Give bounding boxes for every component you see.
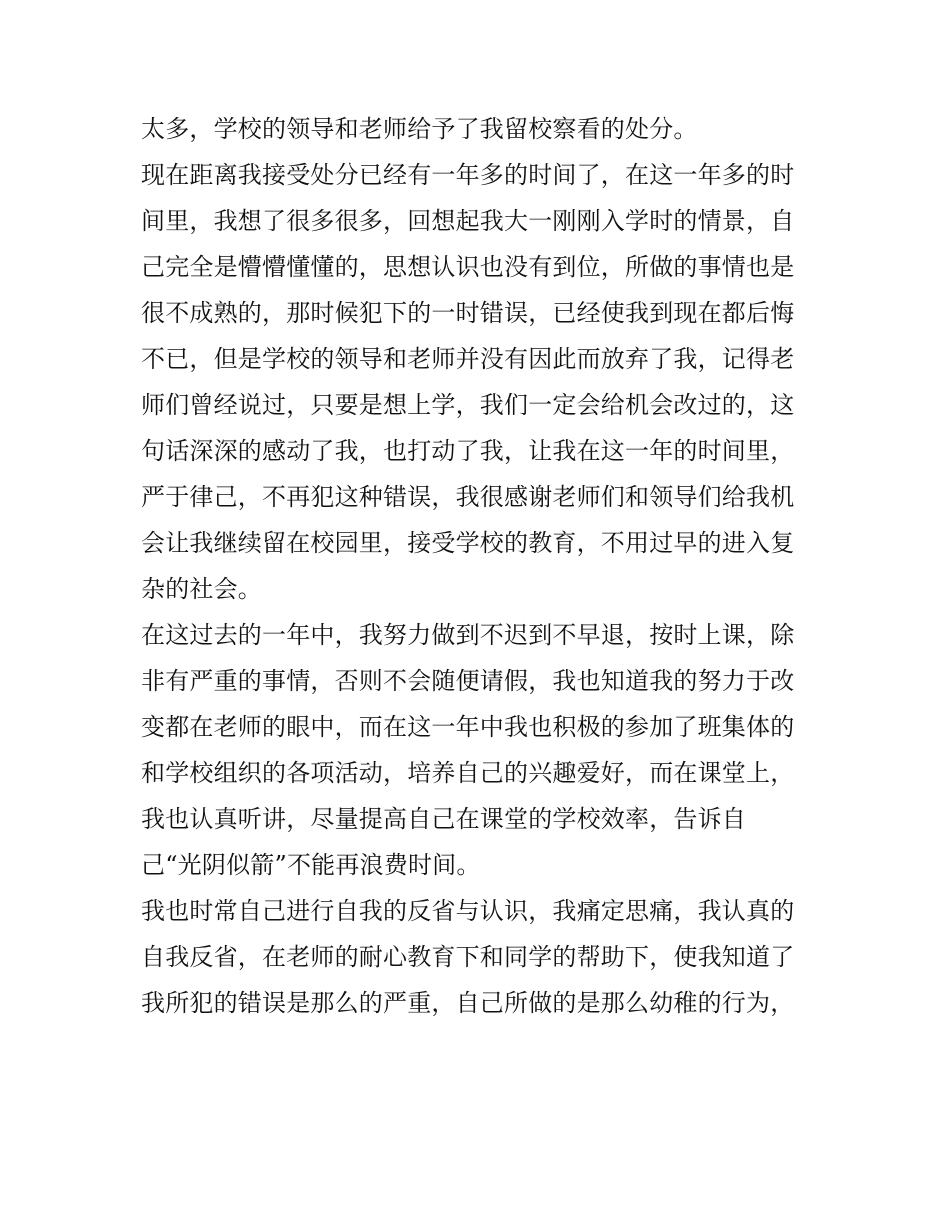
text-line: 和学校组织的各项活动，培养自己的兴趣爱好，而在课堂上， bbox=[141, 759, 795, 787]
document-body bbox=[141, 106, 821, 1026]
text-line: 严于律己，不再犯这种错误，我很感谢老师们和领导们给我机 bbox=[141, 483, 795, 511]
text-line: 间里，我想了很多很多，回想起我大一刚刚入学时的情景，自 bbox=[141, 207, 795, 235]
text-line: 己“光阴似箭”不能再浪费时间。 bbox=[141, 851, 481, 879]
text-line: 太多，学校的领导和老师给予了我留校察看的处分。 bbox=[141, 115, 698, 143]
text-line: 不已，但是学校的领导和老师并没有因此而放弃了我，记得老 bbox=[141, 345, 795, 373]
text-line: 己完全是懵懵懂懂的，思想认识也没有到位，所做的事情也是 bbox=[141, 253, 795, 281]
text-line: 师们曾经说过，只要是想上学，我们一定会给机会改过的，这 bbox=[141, 391, 795, 419]
text-line: 杂的社会。 bbox=[141, 575, 262, 603]
text-line: 现在距离我接受处分已经有一年多的时间了，在这一年多的时 bbox=[141, 161, 795, 189]
text-line: 句话深深的感动了我，也打动了我，让我在这一年的时间里， bbox=[141, 437, 795, 465]
text-line: 很不成熟的，那时候犯下的一时错误，已经使我到现在都后悔 bbox=[141, 299, 795, 327]
text-line: 在这过去的一年中，我努力做到不迟到不早退，按时上课，除 bbox=[141, 621, 795, 649]
text-line: 我也时常自己进行自我的反省与认识，我痛定思痛，我认真的 bbox=[141, 897, 795, 925]
text-line: 会让我继续留在校园里，接受学校的教育，不用过早的进入复 bbox=[141, 529, 795, 557]
text-line: 非有严重的事情，否则不会随便请假，我也知道我的努力于改 bbox=[141, 667, 795, 695]
text-line: 变都在老师的眼中，而在这一年中我也积极的参加了班集体的 bbox=[141, 713, 795, 741]
text-line: 自我反省，在老师的耐心教育下和同学的帮助下，使我知道了 bbox=[141, 943, 795, 971]
text-line: 我也认真听讲，尽量提高自己在课堂的学校效率，告诉自 bbox=[141, 805, 746, 833]
text-line: 我所犯的错误是那么的严重，自己所做的是那么幼稚的行为， bbox=[141, 989, 795, 1017]
